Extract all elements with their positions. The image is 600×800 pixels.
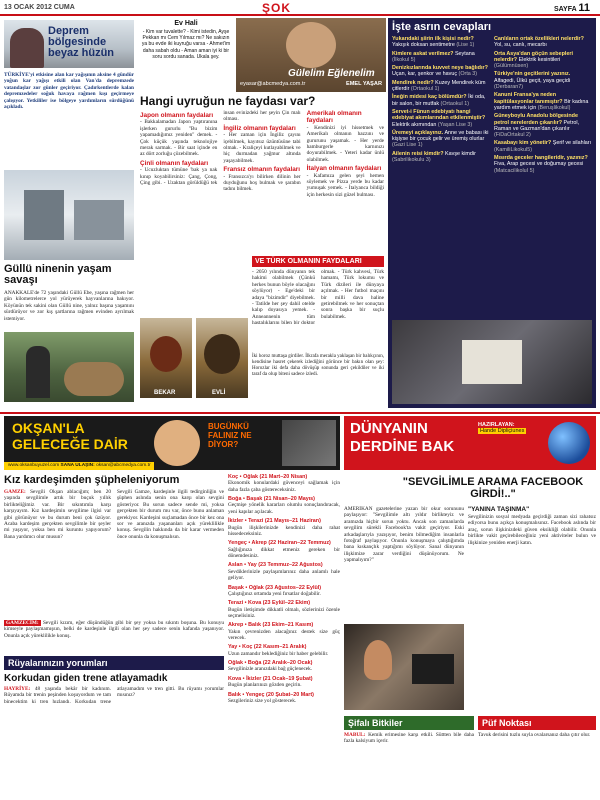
iste-question: Kasabayı kim yönetir? [494, 140, 552, 147]
dunya-globe [548, 422, 590, 464]
iste-question: Kanuni Fransa'ya neden kapitülasyonlar tanımıştır? [494, 92, 563, 105]
iste-qa [392, 130, 490, 149]
iste-qa [392, 80, 490, 93]
dunya-title-2: DERDİNE BAK [350, 438, 455, 455]
oksan-web[interactable]: www.oksanbuyuzel.com [8, 463, 60, 468]
turk-title: VE TÜRK OLMANIN FAYDALARI [252, 256, 384, 267]
sign-body: Geçmişe yönelik kararları olumlu sonuçlandıracak, yeni kapılar açılacak. [228, 502, 340, 515]
sign-body: Çalıştığınız ortamda yeni fırsatlar doğabilir. [228, 590, 321, 597]
sign-body: Sağlığınıza dikkat etmeniz gereken bir dönemdesiniz. [228, 546, 340, 560]
hangi-columns [140, 110, 384, 250]
iste-answer: Bir kadına yardım etmek için [494, 98, 589, 111]
oksan-letter [4, 474, 224, 642]
horoz-label-left: BEKAR [154, 390, 176, 396]
iste-by: (Lise 1) [456, 42, 475, 49]
oksan-header [4, 416, 340, 470]
iste-left-column [392, 36, 490, 316]
hangi-section-5 [307, 165, 384, 198]
hangi-section-body: - Kafamıza gelen şeyi hemen söylemek ve Pizza yerde bu kadar yumuşak yemek. - İtalyanca bildiği için herkesin sizi güzel bulması. [306, 172, 384, 198]
iste-question: Mısırda geceler hangileridir, yazınız? [494, 155, 588, 162]
guellue-figure [26, 346, 50, 398]
sign-body: Sezgileriniz size yol gösterecek. [228, 697, 297, 704]
iste-by: (KamiliLikokul5) [494, 146, 533, 153]
iste-question: Ailenin reisi kimdir? [392, 150, 444, 157]
horoz-photos [140, 258, 248, 408]
sign-item [228, 692, 340, 705]
hangi-section-head: İtalyan olmanın faydaları [306, 165, 382, 173]
sign-item [228, 585, 340, 598]
ruya-head: Korkudan giden trene atlayamadık [4, 673, 168, 684]
sign-name: Akrep • Balık (23 Ekim–21 Kasım) [228, 622, 314, 629]
iste-qa [392, 109, 490, 128]
signs-column [228, 474, 340, 796]
deprem-snow-photo [4, 170, 134, 260]
hangi-section-body: - Ucuzluktan tümüne 'bak ya nak kınıp koyabilirsiniz: Çang, Çong, Çing gibi. - Uzaktan görüldüğü tek insan evinizdeki her şeyin Çin malı olması. [140, 110, 301, 187]
sign-body: Ekonomik konulardaki güvenceyi sağlamak için daha fazla çaba göstereceksiniz. [228, 480, 340, 493]
iste-qa [392, 94, 490, 107]
iste-question: İneğin midesi kaç bölümdür? [392, 94, 467, 101]
gamzecim-box [4, 620, 224, 654]
sign-item [228, 474, 340, 493]
gamzecim-text: Sevgili kızım, eğer düşündüğün gibi bir şey yoksa bu sıkıntı boşuna. Bu konuyu kimseyle paylaşmamışsın, belki de kardeşinle ilgili olan her şey sadece senin kafanda yaşanıyor. Onunla açık yüreklilikle konuş. [4, 620, 224, 639]
iste-answer: Fiva, Arap gecesi ve doğumay gecesi [494, 161, 584, 168]
sifali-body-wrap [344, 732, 474, 745]
brand-logo: ŞOK [262, 1, 292, 15]
ruya-body-wrap [4, 686, 224, 705]
oksan-letter-sender: GAMZE: [4, 489, 26, 495]
iste-by: (Sabrilikokulu 3) [392, 157, 431, 164]
hangi-section-4 [307, 110, 384, 163]
iste-question: Mendirek nedir? [392, 79, 434, 86]
iste-qa [494, 36, 592, 49]
sign-name: Başak • Oğlak (23 Ağustos–22 Eylül) [228, 584, 322, 591]
monkey-author: EMEL YAŞAR [346, 81, 382, 87]
iste-answer: İki oda, bir salon, bir mutfak [392, 94, 486, 107]
iste-by: (Derbaran7) [494, 84, 524, 91]
dunya-prepared-label: HAZIRLAYAN: [478, 422, 515, 428]
iste-by: (Ortaokul 1) [410, 86, 440, 93]
dunya-right-col [468, 506, 596, 712]
hangi-article [140, 94, 384, 254]
hangi-section-0 [140, 112, 217, 158]
sign-name: Oğlak • Boğa (22 Aralık–20 Ocak) [228, 660, 313, 667]
sign-body: Sevgilinizle aranızdaki bağ güçlenecek. [228, 666, 313, 673]
horoz-photo-right [196, 318, 248, 398]
dunya-prepared [478, 422, 526, 434]
sign-name: Koç • Oğlak (21 Mart–20 Nisan) [228, 474, 308, 480]
guellue-animal [64, 362, 124, 396]
oksan-title-2: GELECEĞE DAİR [12, 436, 128, 452]
iste-question: Türkiye'nin geçitlerini yazınız. [494, 71, 571, 78]
iste-answer: Yakışık doksan sentimetre [392, 42, 455, 49]
puf-box [478, 716, 596, 796]
hangi-section-head: İngiliz olmanın faydaları [223, 124, 296, 132]
deprem-article [4, 20, 134, 260]
hangi-section-body: - Kendinizi iyi hissetmek ve Amerikalı olmanın hazzını ve gururunu yaşamak. - Her yerde hamburgerle karnınızı doyurabilmek. - Yeteri kadar ünlü olabilmek. [306, 124, 384, 163]
iste-qa [392, 151, 490, 164]
iste-by: (Gazi Lise 1) [392, 142, 423, 149]
deprem-photo [4, 20, 134, 68]
sign-item [228, 518, 340, 537]
iste-qa [392, 65, 490, 78]
iste-answer: Yol, su, canlı, mecarbı [494, 42, 547, 49]
oksan-avatar [154, 420, 200, 466]
horoz-label-right: EVLİ [212, 390, 226, 396]
iste-question: Üremeyi açıklayınız. [392, 129, 444, 136]
hangi-section-body: - Her zaman için İngiliz çayını içebilmek, kayıtsız üzüntüsüne tabi olmak. - Kraliçeyi kutlayabilmek ve hiç durmadan yağmur altında yaşayabilmek. [223, 132, 301, 164]
sign-body: Sevdiklerinizle paylaşımlarınız daha anlamlı hale geliyor. [228, 568, 340, 582]
dunya-person [364, 640, 392, 680]
iste-answer: Şerif ve silahları [552, 140, 592, 147]
sign-item [228, 540, 340, 559]
iste-by: (FiDaOrtakul 2) [494, 132, 531, 139]
monkey-box [236, 18, 386, 92]
sign-item [228, 676, 340, 689]
iste-right-column [494, 36, 592, 316]
oksan-email-label: SANA ULAŞIN: [60, 463, 95, 468]
iste-by: (Ortaokul 1) [440, 100, 470, 107]
iste-question: Denizkızlarında kuvvet neye bağlıdır? [392, 65, 488, 72]
iste-answer: Kuzey Mendirek küm çitlerdir [392, 79, 486, 93]
turk-body: - 2050 yılında dünyanın tek hakimi olabilmek (Çünkü herkes bunun böyle olacağını söylüyor) - Ege'deki bir adaya "bizimdir" diyebilmek. - Tatilde her şey dahil otelde kalıp doyasıya yemek. - Anneannenin tüm hastalıklarını bilen bir doktor olmak. - Türk kahvesi, Türk hamamı, Türk lokumu ve Türk dizileri ile dünyaya açılmak. - Her futbol maçını bir milli dava haline getirebilmek ve her sonuçtan sonra başka bir suçlu bulabilmek. [252, 269, 384, 327]
iste-answer: Elektrik kesintileri [518, 56, 561, 63]
masthead-rule [0, 14, 600, 16]
iste-by: (Yaşan Lise 3) [437, 121, 473, 128]
iste-qa [392, 36, 490, 49]
sign-item [228, 562, 340, 581]
iste-qa [494, 155, 592, 174]
hangi-section-3 [223, 166, 300, 193]
iste-by: (Beruşlikokul) [537, 104, 571, 111]
iste-qa [494, 71, 592, 90]
laptop-icon [412, 654, 454, 684]
sign-item [228, 644, 340, 657]
snow-tent-2 [74, 200, 124, 240]
dunya-cevap-body: Sevgilinizin sosyal medyada geçirdiği zaman sizi rahatsız ediyorsa bunu açıkça konuşmalısınız. Facebook aslında bir araç, sorun ilişkinizdeki güven eksikliği olabilir. Onunla birlikte vakit geçirebileceğiniz yeni aktiviteler bulun ve ilişkinize yeniden enerji katın. [468, 514, 596, 546]
iste-title: İşte asrın cevapları [392, 21, 492, 33]
hangi-section-head: Amerikalı olmanın faydaları [306, 110, 362, 125]
sifali-sender: MABUL: [344, 732, 366, 738]
horoz-bird-right [204, 334, 240, 374]
page-number: 11 [578, 2, 590, 14]
ruya-sender: HAYRİYE: [4, 686, 31, 692]
hangi-section-2 [223, 125, 300, 164]
dunya-prepared-by: Hande Dipliçiunes [480, 428, 525, 434]
sign-body: Bugün planlarınızı gözden geçirin. [228, 682, 302, 689]
page-label: SAYFA 11 [553, 2, 590, 14]
deprem-body: TÜRKİYE'yi etkisine alan kar yağışının aksine 4 gündür yoğun kar yağışı etkili olan Van'da depremzede vatandaşlar zor günler geçiriyor. Çadırkentlerde kalan depremzedeler soğuk havaya rağmen kışı geçirmeye çalışıyor. Yetkililer ise bölgeye yardımların sürdüğünü açıkladı. [4, 72, 134, 111]
oksan-title-1: OKŞAN'LA [12, 420, 85, 436]
iste-panel [388, 18, 596, 408]
dunya-body: AMERİKAN gazetelerine yazan bir okur sorununu paylaşıyor: "Sevgilimle altı yıldır birlikteyiz ve aramızda hiçbir sorun yoktu. Ancak son zamanlarda sevgilim sürekli Facebook'ta vakit geçiriyor. Eski arkadaşlarıyla yazışıyor, benim bilmediğim insanlarla fotoğraf paylaşıyor. Onunla konuşmaya çalıştığımda bana kıskançlık yaptığımı söylüyor. Sanal dünyanın ilişkimize zarar verdiğini düşünüyorum. Ne yapmalıyım?" [344, 506, 464, 564]
gamzecim-label: GAMZECİM: [6, 620, 39, 626]
oksan-contact [4, 462, 154, 470]
iste-answer: Kavşe kimdir [445, 150, 476, 157]
evhali-title: Ev Hali [174, 20, 198, 27]
sign-body: Yakın çevrenizden alacağınız destek size güç verecek. [228, 628, 340, 642]
monkey-face [286, 22, 336, 68]
sign-name: Aslan • Yay (23 Temmuz–22 Ağustos) [228, 562, 323, 569]
iste-answer: Anne ve babası iki kişiyse bir çocuk gelir ve üremiş olurlar [392, 129, 489, 143]
iste-qa [494, 140, 592, 153]
sign-body: Bugün ilişkilerinizde kendinizi daha rahat hissedeceksiniz. [228, 524, 340, 537]
sign-item [228, 622, 340, 641]
hangi-section-head: Japon olmanın faydaları [140, 112, 214, 119]
sign-name: İkizler • Terazi (21 Mayıs–21 Haziran) [228, 518, 321, 525]
hangi-section-head: Fransız olmanın faydaları [223, 166, 301, 174]
hangi-section-body: - Fransızca'yı bilirken dilinin her duyduğunu hoş bulmak ve şarabın tadını bilmek. [223, 173, 301, 193]
sign-name: Boğa • Başak (21 Nisan–20 Mayıs) [228, 496, 315, 503]
oksan-header-photo [282, 420, 336, 466]
ruya-body: 48 yaşında bekâr bir kadınım. Rüyamda bir trenin peşinden koşuyordum ve tam binecektim ki tren hızlandı. Korkudan trene atlayamadım ve tren gitti. Bu rüyamı yorumlar mısınız? [4, 686, 224, 705]
dunya-header [344, 416, 596, 470]
sign-body: Uzun zamandır beklediğiniz bir haber gelebilir. [228, 650, 329, 657]
iste-answer: Petrol, Raman ve Gazman'dan çıkarılır [494, 119, 580, 132]
sign-item [228, 660, 340, 673]
iste-by: (MatcacilikoluI 5) [494, 167, 535, 174]
oksan-letter-title: Kız kardeşimden şüpheleniyorum [4, 474, 180, 486]
guellue-photo [4, 332, 134, 402]
iste-qa [494, 113, 592, 138]
guellue-article [4, 264, 134, 404]
oksan-letter-columns [4, 489, 224, 639]
iste-question: Yukarıdaki şiirin ilk kişisi nedir? [392, 36, 474, 42]
puf-title: Püf Noktası [478, 716, 596, 730]
turk-article [252, 256, 384, 352]
sifali-box [344, 716, 474, 796]
oksan-letter-body [4, 489, 111, 540]
gamzecim-body [4, 620, 224, 639]
deprem-photo-figure [10, 28, 44, 68]
iste-answer: Alfagedi, Ülkü geçit, yaya geçidi [494, 77, 571, 84]
evhali-box [140, 20, 232, 88]
ruya-title: Rüyalarınızın yorumları [4, 656, 224, 670]
horoz-caption: İki horoz muttaşa girdiler. İlkrafa merakla yaklaşan bir balıkçının, kendisine hasret çekerek izlediğini görünce bir bakın olan şey: Horozlar iki defa daha dövüşüp sonunda geri çekildiler ve iki taraf da olup biteni sadece izledi. [252, 354, 384, 377]
iste-by: (Orta 3) [458, 71, 478, 78]
iste-question: Servet-i Fünun edebiyatı hangi edebiyat akımlarından etkilenmiştir? [392, 108, 486, 122]
oksan-bugunku: BUGÜNKÜ FALINIZ NE DİYOR? [208, 422, 252, 449]
iste-qa [392, 51, 490, 64]
sign-item [228, 600, 340, 619]
horoz-bird-left [150, 336, 182, 372]
evhali-body: - Kim var tuvalette? - Kimi istedin, Ayşe Pekkan mı Cem Yılmaz mı? Ne sakızın ya bu evde iki kuyruğu varsa - Ahmet'im daha sabah oldu - Aman aman iyi ki bir soru sordu sanada. Ukala şey. [141, 29, 231, 60]
iste-question: Kimlere askat verilmez? [392, 50, 454, 57]
oksan-email[interactable]: oksan@abcmedya.com.tr [96, 463, 151, 468]
sifali-title: Şifalı Bitkiler [344, 716, 474, 730]
monkey-email: eyasar@abcmedya.com.tr [240, 81, 306, 87]
horoz-photo-left [140, 318, 192, 398]
snow-tent [24, 190, 64, 240]
guellue-body: ANAKKALE'de 72 yaşındaki Güllü Ebe, yaşına rağmen her gün kilometrelerce yol yürüyerek hayvanlarına bakıyor. Köyünün tek sakini olan Güllü nine, yalnız başına yaşamını sürdürüyor ve zor kış şartlarına rağmen evinden ayrılmak istemiyor. [4, 290, 134, 322]
iste-bottom-photo [392, 320, 592, 404]
iste-question: Orta Asya'dan göçün sebepleri nelerdir? [494, 50, 573, 63]
iste-question: Canlıların ortak özellikleri nelerdir? [494, 36, 584, 42]
iste-by: (İlkokul 5) [392, 56, 416, 63]
iste-question: Güneyboylu Anadolu bölgesinde petrol nerelerden çıkarılır? [494, 113, 578, 126]
puf-body: Tavuk derisini tuzlu suyla ovalarsanız daha çıtır olur. [478, 732, 591, 738]
iste-by: (Gülümnüsen) [494, 63, 529, 70]
monkey-title: Gülelim Eğlenelim [288, 68, 375, 79]
sign-name: Yengeç • Akrep (22 Haziran–22 Temmuz) [228, 540, 331, 547]
iste-qa [494, 92, 592, 111]
sign-name: Kova • İkizler (21 Ocak–19 Şubat) [228, 675, 313, 682]
sign-name: Yay • Koç (22 Kasım–21 Aralık) [228, 644, 307, 651]
sign-name: Terazi • Kova (23 Eylül–22 Ekim) [228, 600, 311, 607]
guellue-title: Güllü ninenin yaşam savaşı [4, 263, 112, 286]
iste-answer: Uçan, kar, şenkor ve havuç [392, 71, 458, 78]
ruya-article [4, 656, 224, 796]
dunya-photo [344, 624, 464, 710]
iste-answer: Elektrik akımından [392, 121, 437, 128]
oksan-answer-body: Sevgili Gamze, kardeşinle ilgili tedirginliğin ve şüphen aslında senin ona karşı olan sevgini gösteriyor. Bu sorun sadece sende mi, yoksa gerçekten bir durum mu var, önce bunu anlaman gerekiyor. Kardeşini suçlamadan önce bir kez ona sor ve aranızda yaşananları açık yüreklilikle konuş. Sevgilin hakkında da bir karar vermeden önce onunla da konuşmalısın. [117, 489, 224, 540]
iste-qa [494, 51, 592, 70]
hangi-section-body: - Bakkalamadan Japon yaptıranına işlerken gururlu "Bu bizim yapamadığımız yeniden" demek. - Çok küçük yaşında teknolojiye merak sarmak. - Bir saat içinde en az dört zorluğu çözebilmek. [140, 119, 218, 158]
sign-body: Bugün iletişimde dikkatli olmalı, sözlerinizi özenle seçmelisiniz. [228, 606, 340, 619]
section-divider [0, 412, 600, 414]
sign-name: Balık • Yengeç (20 Şubat–20 Mart) [228, 691, 314, 698]
sifali-body: Kemik erimesine karşı etkili. Süttten bile daha fazla kalsiyum içerir. [344, 732, 474, 745]
dunya-title-1: DÜNYANIN [350, 420, 428, 437]
sign-item [228, 496, 340, 515]
iste-answer: Seytana [454, 50, 475, 57]
deprem-title: Deprem bölgesinde beyaz hüzün [48, 25, 115, 59]
hangi-title: Hangi uyruğun ne faydası var? [140, 94, 316, 108]
dunya-cevap-head: "YANINA TAŞINMA" [468, 506, 530, 513]
masthead [0, 0, 600, 16]
iste-photo-paper [462, 340, 522, 384]
hangi-section-head: Çinli olmanın faydaları [140, 159, 209, 167]
date-label: 13 OCAK 2012 CUMA [4, 4, 75, 11]
oksan-letter-text: Sevgili Okşan ablacığım; ben 20 yaşında sevgilimle artık bir buçuk yıllık birlikteliğimiz var. Bir sıkıntımla karşı karşıyayım. Kız kardeşimin sevgilime ilgisi var gibi görünüyor ve bu durum beni çok üzüyor. Acaba kardeşim gerçekten sevgilimle bir şeyler mi yaşıyor, yoksa ben mi kuruntu yapıyorum? Bana yardımcı olur musun? [4, 489, 111, 540]
dunya-headline: "SEVGİLİMLE ARAMA FACEBOOK GİRDİ!.." [402, 476, 584, 500]
